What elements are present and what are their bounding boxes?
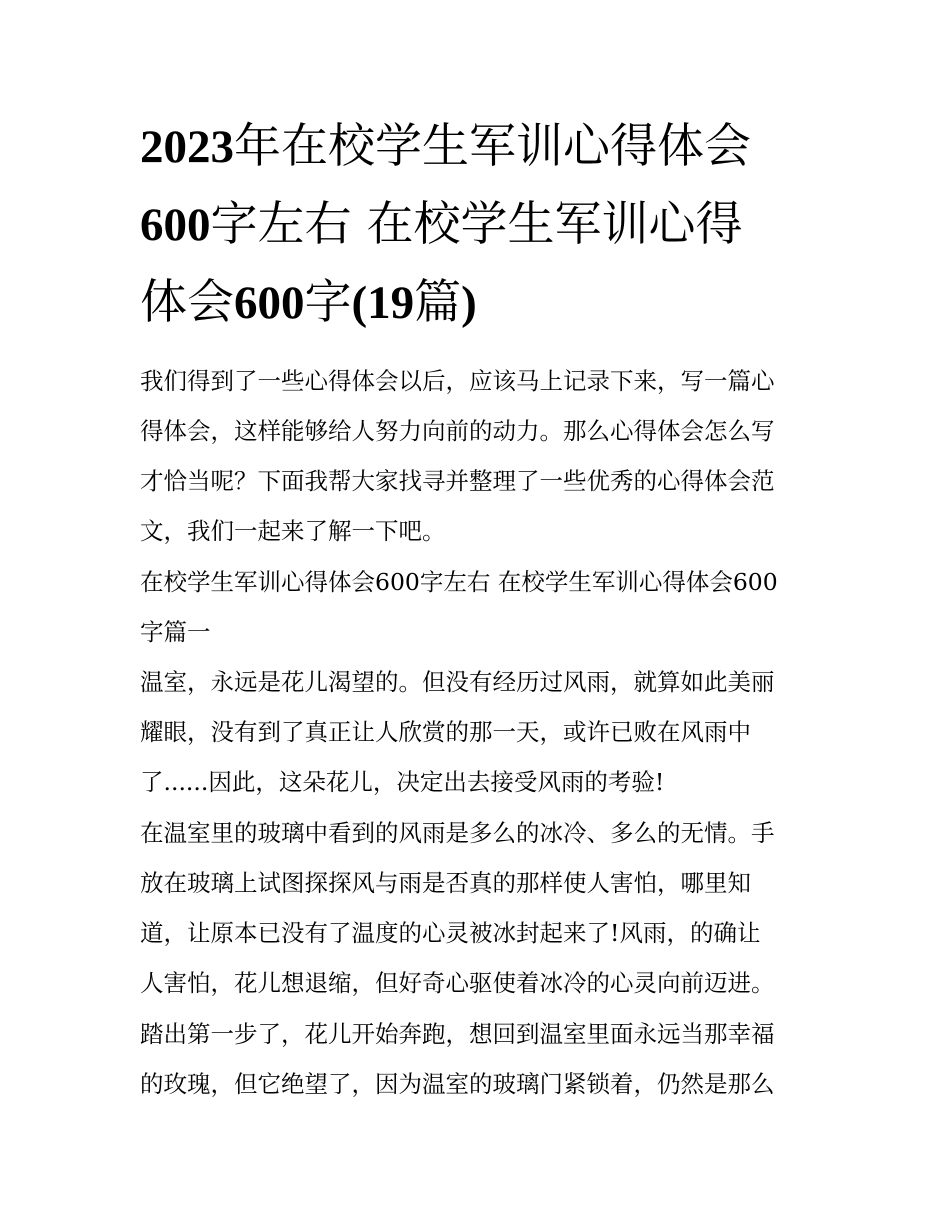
body-line-13: 的玫瑰，但它绝望了，因为温室的玻璃门紧锁着，仍然是那么 (140, 1070, 775, 1098)
body-line-4: 文，我们一起来了解一下吧。 (140, 517, 446, 545)
section-heading-line-1: 在校学生军训心得体会600字左右 在校学生军训心得体会600 (140, 568, 778, 596)
body-line-1: 我们得到了一些心得体会以后，应该马上记录下来，写一篇心 (140, 367, 775, 395)
body-line-3: 才恰当呢？下面我帮大家找寻并整理了一些优秀的心得体会范 (140, 467, 775, 495)
body-line-8: 在温室里的玻璃中看到的风雨是多么的冰冷、多么的无情。手 (140, 819, 775, 847)
body-line-9: 放在玻璃上试图探探风与雨是否真的那样使人害怕，哪里知 (140, 869, 751, 897)
title-line-1: 2023年在校学生军训心得体会 (140, 119, 751, 174)
title-line-2: 600字左右 在校学生军训心得 (140, 197, 743, 252)
document-title (140, 108, 820, 342)
section-heading-line-2: 字篇一 (140, 618, 211, 646)
body-line-11: 人害怕，花儿想退缩，但好奇心驱使着冰冷的心灵向前迈进。 (140, 969, 775, 997)
body-line-6: 耀眼，没有到了真正让人欣赏的那一天，或许已败在风雨中 (140, 718, 751, 746)
body-line-7: 了......因此，这朵花儿，决定出去接受风雨的考验! (140, 768, 665, 796)
body-line-5: 温室，永远是花儿渴望的。但没有经历过风雨，就算如此美丽 (140, 668, 775, 696)
body-line-2: 得体会，这样能够给人努力向前的动力。那么心得体会怎么写 (140, 417, 775, 445)
body-line-10: 道，让原本已没有了温度的心灵被冰封起来了!风雨，的确让 (140, 919, 761, 947)
title-line-3: 体会600字(19篇) (140, 275, 477, 330)
body-line-12: 踏出第一步了，花儿开始奔跑，想回到温室里面永远当那幸福 (140, 1020, 775, 1048)
